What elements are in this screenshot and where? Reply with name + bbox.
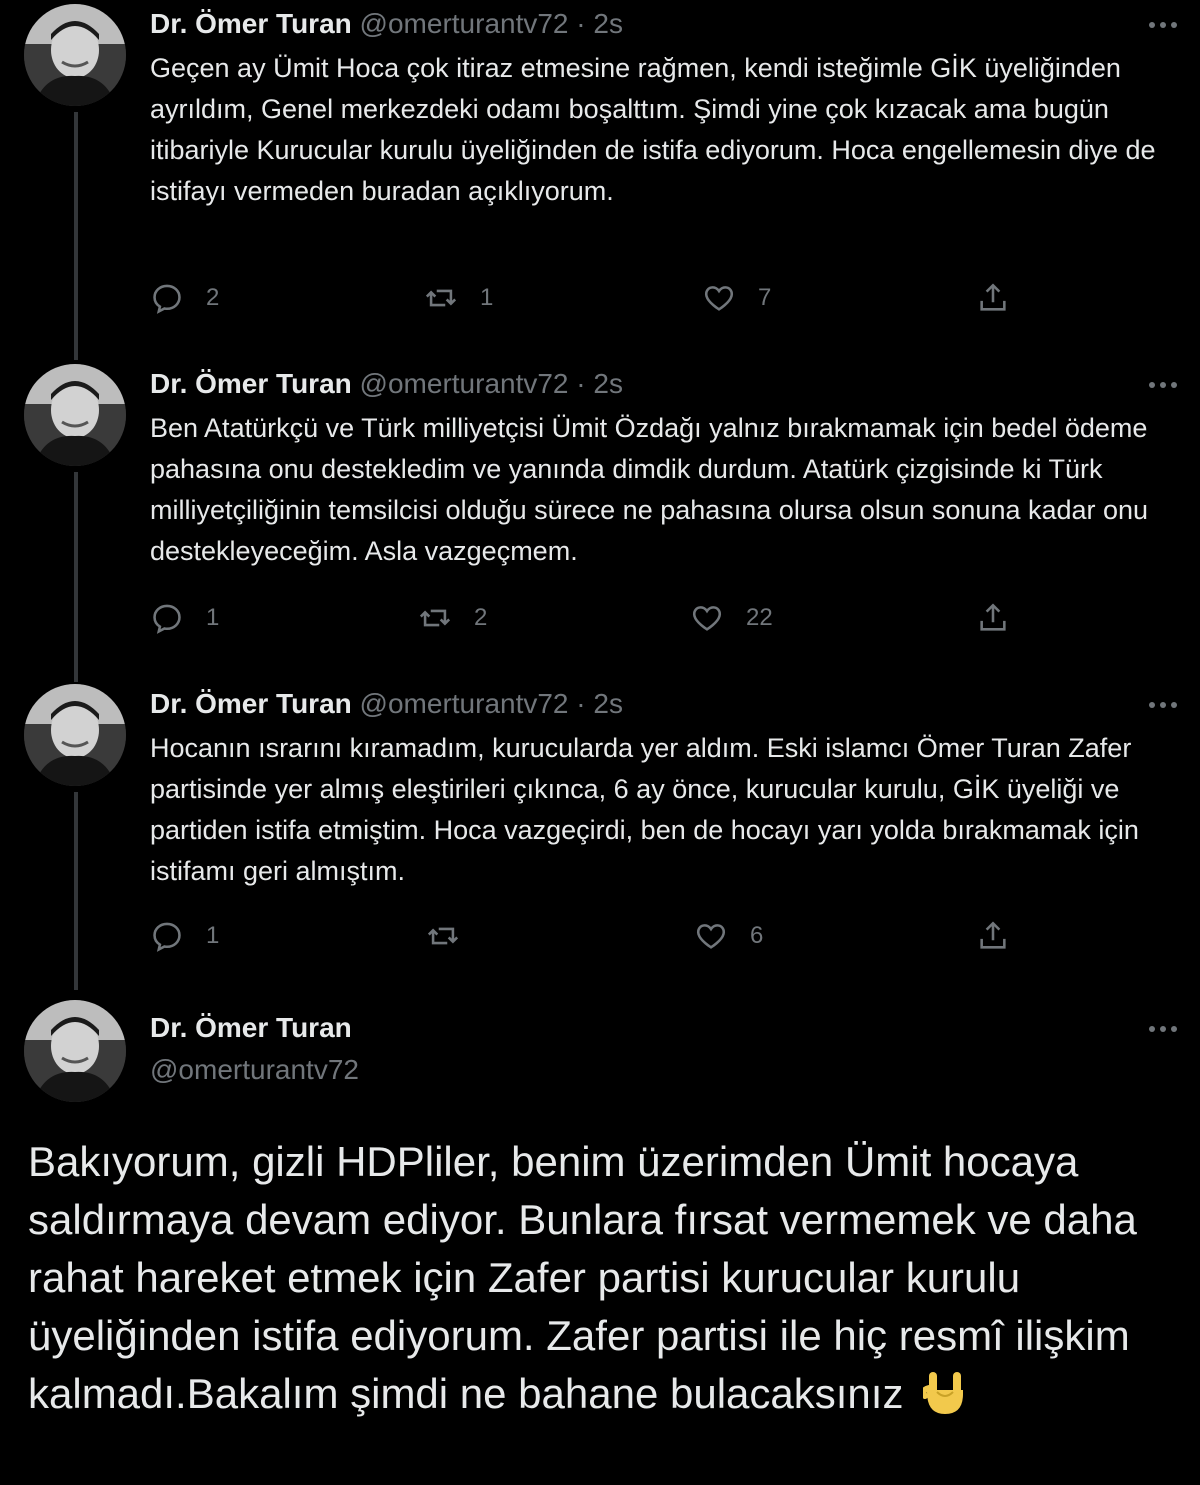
main-tweet-text-container bbox=[28, 1133, 1178, 1423]
avatar[interactable] bbox=[24, 4, 126, 106]
reply-button[interactable] bbox=[150, 916, 219, 956]
like-button[interactable] bbox=[702, 278, 771, 318]
reply-button[interactable] bbox=[150, 598, 219, 638]
heart-icon bbox=[702, 281, 736, 315]
retweet-count: 2 bbox=[474, 604, 488, 631]
avatar[interactable] bbox=[24, 684, 126, 786]
like-count: 7 bbox=[758, 284, 772, 311]
tweet-actions bbox=[150, 598, 1050, 638]
retweet-button[interactable] bbox=[426, 916, 482, 956]
author-name[interactable]: Dr. Ömer Turan bbox=[150, 1012, 352, 1043]
tweet-time[interactable]: 2s bbox=[593, 688, 623, 719]
retweet-button[interactable] bbox=[418, 598, 487, 638]
author-handle[interactable]: @omerturantv72 bbox=[359, 688, 569, 719]
sign-of-the-horns-icon bbox=[923, 1370, 967, 1416]
reply-icon bbox=[150, 919, 184, 953]
author-name[interactable]: Dr. Ömer Turan bbox=[150, 688, 352, 719]
reply-count: 1 bbox=[206, 922, 220, 949]
tweet-text: Hocanın ısrarını kıramadım, kurucularda yer aldım. Eski islamcı Ömer Turan Zafer partisinde yer almış eleştirileri çıkınca, 6 ay önce, kurucular kurulu, GİK üyeliği ve partiden istifa etmiştim. Hoca vazgeçirdi, ben de hocayı yarı yolda bırakmamak için istifamı geri almıştım. bbox=[150, 733, 1139, 886]
avatar[interactable] bbox=[24, 1000, 126, 1102]
share-icon bbox=[976, 281, 1010, 315]
retweet-icon bbox=[418, 601, 452, 635]
main-tweet-text: Bakıyorum, gizli HDPliler, benim üzerimden Ümit hocaya saldırmaya devam ediyor. Bunlara fırsat vermemek ve daha rahat hareket etmek için Zafer partisi kurucular kurulu üyeliğinden istifa ediyorum. Zafer partisi ile hiç resmî ilişkim kalmadı.Bakalım şimdi ne bahane bulacaksınız bbox=[28, 1138, 1137, 1417]
share-icon bbox=[976, 601, 1010, 635]
separator-dot: · bbox=[576, 368, 586, 399]
avatar[interactable] bbox=[24, 364, 126, 466]
tweet-actions bbox=[150, 916, 1050, 956]
author-name[interactable]: Dr. Ömer Turan bbox=[150, 8, 352, 39]
tweet-actions bbox=[150, 278, 1050, 318]
like-button[interactable] bbox=[690, 598, 773, 638]
heart-icon bbox=[690, 601, 724, 635]
retweet-icon bbox=[426, 919, 460, 953]
retweet-icon bbox=[424, 281, 458, 315]
reply-count: 2 bbox=[206, 284, 220, 311]
more-options-icon[interactable] bbox=[1146, 1016, 1180, 1042]
author-name[interactable]: Dr. Ömer Turan bbox=[150, 368, 352, 399]
tweet-header bbox=[150, 4, 623, 44]
tweet-text: Ben Atatürkçü ve Türk milliyetçisi Ümit Özdağı yalnız bırakmamak için bedel ödeme pahasına onu destekledim ve yanında dimdik durdum. Atatürk çizgisinde ki Türk milliyetçiliğinin temsilcisi olduğu sürece ne pahasına olursa olsun sonuna kadar onu destekleyeceğim. Asla vazgeçmem. bbox=[150, 413, 1149, 566]
retweet-button[interactable] bbox=[424, 278, 493, 318]
tweet-time[interactable]: 2s bbox=[593, 368, 623, 399]
separator-dot: · bbox=[576, 688, 586, 719]
more-options-icon[interactable] bbox=[1146, 12, 1180, 38]
reply-count: 1 bbox=[206, 604, 220, 631]
thread-connector-line bbox=[74, 472, 78, 682]
author-handle[interactable]: @omerturantv72 bbox=[359, 368, 569, 399]
author-handle[interactable]: @omerturantv72 bbox=[150, 1054, 359, 1085]
tweet-header bbox=[150, 364, 623, 404]
more-options-icon[interactable] bbox=[1146, 372, 1180, 398]
like-count: 22 bbox=[746, 604, 773, 631]
reply-button[interactable] bbox=[150, 278, 219, 318]
share-button[interactable] bbox=[976, 278, 1010, 318]
retweet-count: 1 bbox=[480, 284, 494, 311]
author-handle[interactable]: @omerturantv72 bbox=[359, 8, 569, 39]
reply-icon bbox=[150, 281, 184, 315]
share-button[interactable] bbox=[976, 598, 1010, 638]
thread-connector-line bbox=[74, 792, 78, 990]
share-icon bbox=[976, 919, 1010, 953]
share-button[interactable] bbox=[976, 916, 1010, 956]
thread-connector-line bbox=[74, 112, 78, 360]
tweet-header bbox=[150, 684, 623, 724]
tweet-text: Geçen ay Ümit Hoca çok itiraz etmesine rağmen, kendi isteğimle GİK üyeliğinden ayrıldım, Genel merkezdeki odamı boşalttım. Şimdi yine çok kızacak ama bugün itibariyle Kurucular kurulu üyeliğinden de istifa ediyorum. Hoca engellemesin diye de istifayı vermeden buradan açıklıyorum. bbox=[150, 53, 1156, 206]
tweet-time[interactable]: 2s bbox=[593, 8, 623, 39]
like-count: 6 bbox=[750, 922, 764, 949]
separator-dot: · bbox=[576, 8, 586, 39]
like-button[interactable] bbox=[694, 916, 763, 956]
heart-icon bbox=[694, 919, 728, 953]
more-options-icon[interactable] bbox=[1146, 692, 1180, 718]
reply-icon bbox=[150, 601, 184, 635]
